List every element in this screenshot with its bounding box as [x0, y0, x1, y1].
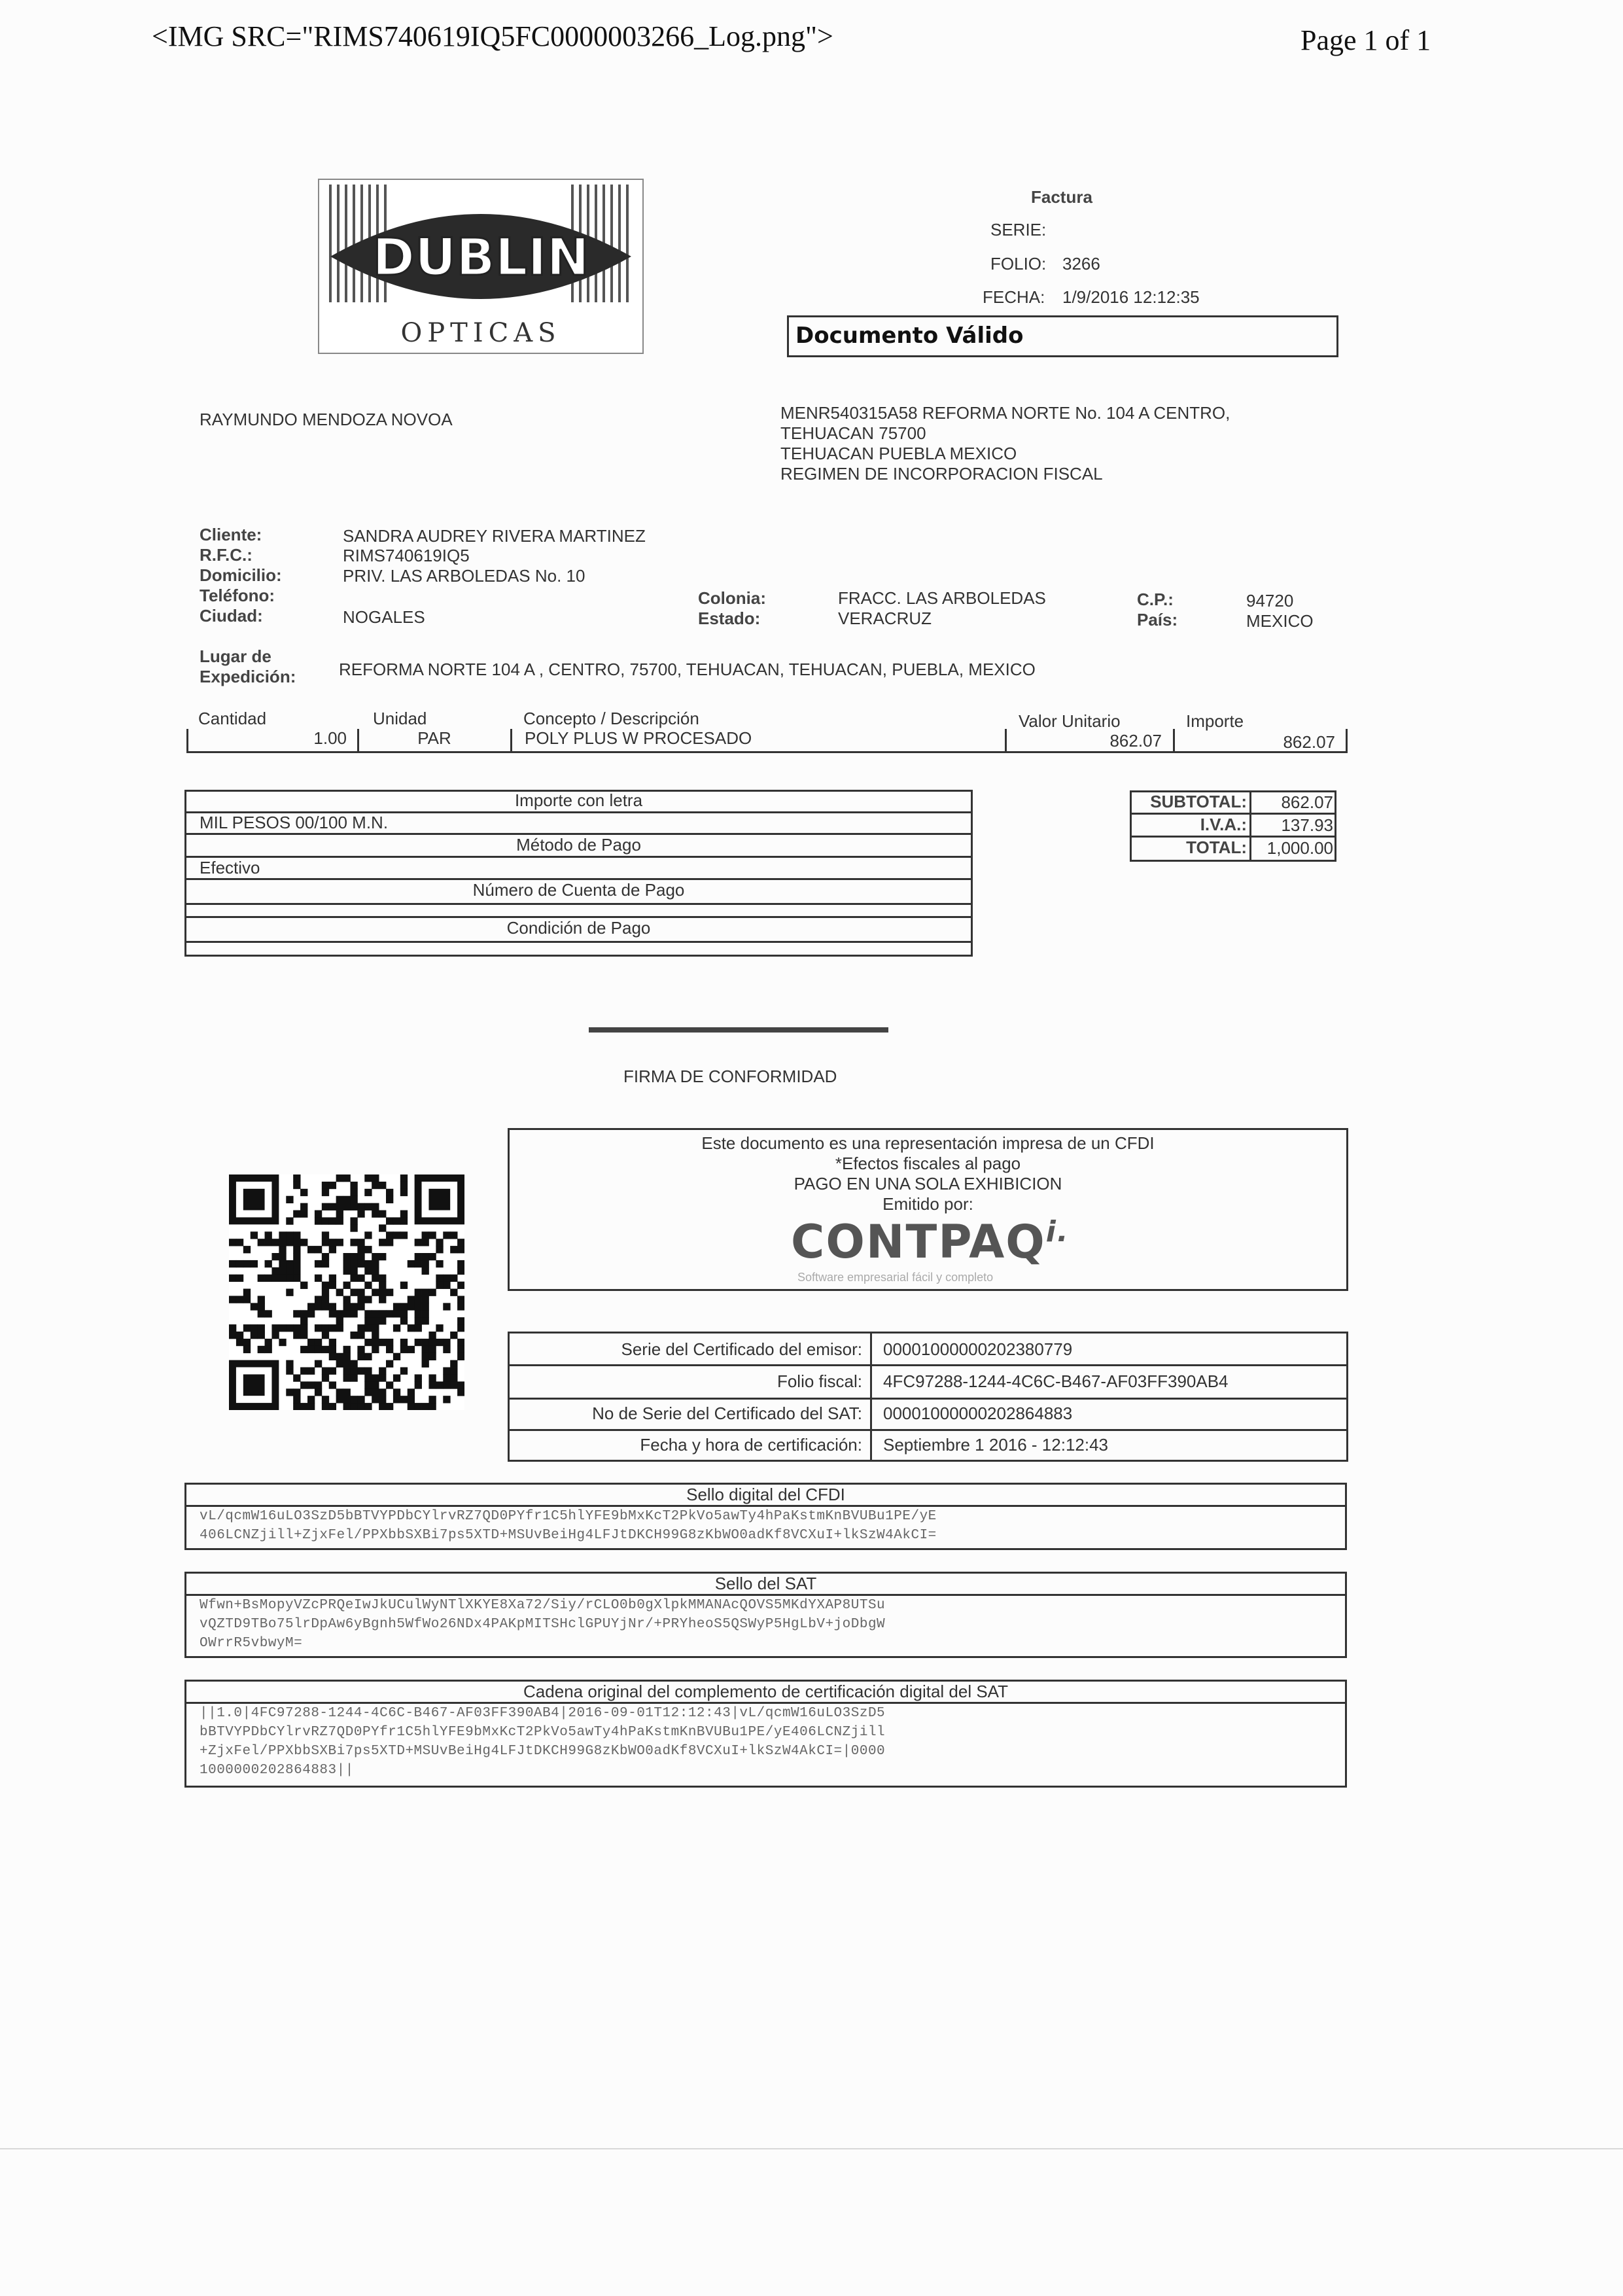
lugar-value: REFORMA NORTE 104 A , CENTRO, 75700, TEHUACAN, TEHUACAN, PUEBLA, MEXICO	[339, 660, 1036, 679]
contpaq-tagline: Software empresarial fácil y completo	[797, 1271, 994, 1284]
domicilio-label: Domicilio:	[200, 565, 282, 585]
folio-label: FOLIO:	[990, 254, 1047, 274]
logo-word: DUBLIN	[372, 228, 589, 287]
status-box	[787, 315, 1338, 357]
items-divider	[1173, 729, 1175, 752]
print-image-source: <IMG SRC="RIMS740619IQ5FC0000003266_Log.png">	[152, 20, 833, 52]
cliente-label: Cliente:	[200, 525, 262, 544]
issuer-line: TEHUACAN 75700	[780, 423, 926, 443]
issuer-line: TEHUACAN PUEBLA MEXICO	[780, 444, 1017, 463]
rfc-label: R.F.C.:	[200, 545, 253, 565]
dublin-opticas-logo	[317, 178, 644, 355]
cert-divider	[870, 1332, 872, 1462]
cert-rule	[508, 1364, 1348, 1366]
total-value: 1,000.00	[1266, 838, 1333, 858]
telefono-label: Teléfono:	[200, 586, 275, 605]
iva-label: I.V.A.:	[1200, 815, 1247, 834]
estado-value: VERACRUZ	[838, 609, 932, 628]
cliente-value: SANDRA AUDREY RIVERA MARTINEZ	[343, 526, 646, 546]
cert-label: Fecha y hora de certificación:	[640, 1435, 862, 1455]
items-divider	[1005, 729, 1007, 752]
estado-label: Estado:	[698, 609, 761, 628]
row-concepto: POLY PLUS W PROCESADO	[525, 728, 752, 748]
document-type: Factura	[1031, 187, 1092, 207]
row-cantidad: 1.00	[313, 728, 347, 748]
cert-value: 00001000000202380779	[883, 1339, 1073, 1359]
pais-label: País:	[1137, 610, 1178, 629]
rfc-value: RIMS740619IQ5	[343, 546, 470, 565]
cert-label: Serie del Certificado del emisor:	[621, 1339, 862, 1359]
sello-cfdi-title: Sello digital del CFDI	[186, 1485, 1345, 1507]
cert-value: 4FC97288-1244-4C6C-B467-AF03FF390AB4	[883, 1371, 1229, 1391]
importe-letra-label: Importe con letra	[514, 790, 643, 810]
serie-label: SERIE:	[990, 220, 1047, 239]
ciudad-label: Ciudad:	[200, 606, 263, 626]
importe-letra-value: MIL PESOS 00/100 M.N.	[200, 813, 389, 832]
logo-sub: OPTICAS	[400, 318, 561, 348]
payment-rule	[184, 941, 973, 943]
scan-fold-line	[0, 2148, 1623, 2149]
cuenta-label: Número de Cuenta de Pago	[472, 880, 685, 900]
header-valor: Valor Unitario	[1019, 711, 1121, 731]
sello-cfdi-text: vL/qcmW16uLO3SzD5bBTVYPDbCYlrvRZ7QD0PYfr1C5hlYFE9bMxKcT2PkVo5awTy4hPaKstmKnBVUBu1PE/yE 406LCNZjill+ZjxFel/PPXbbSXBi7ps5XTD+MSUvBeiHg4LFJtDKCH99G8zKbWO0adKf8VCXuI+lkSzW4AkCI=	[200, 1509, 937, 1543]
items-divider	[510, 729, 512, 752]
metodo-label: Método de Pago	[516, 835, 641, 855]
cert-rule	[508, 1398, 1348, 1400]
header-cantidad: Cantidad	[198, 709, 267, 728]
total-label: TOTAL:	[1186, 838, 1247, 857]
header-concepto: Concepto / Descripción	[523, 709, 699, 728]
condicion-label: Condición de Pago	[506, 918, 651, 938]
items-divider	[1346, 729, 1348, 752]
sello-sat-title: Sello del SAT	[186, 1574, 1345, 1596]
subtotal-label: SUBTOTAL:	[1150, 792, 1247, 811]
pais-value: MEXICO	[1246, 611, 1314, 631]
payment-rule	[184, 903, 973, 905]
folio-value: 3266	[1062, 254, 1100, 274]
row-unidad: PAR	[417, 728, 451, 748]
cert-value: Septiembre 1 2016 - 12:12:43	[883, 1435, 1109, 1455]
cert-rule	[508, 1429, 1348, 1431]
sello-sat-box	[184, 1572, 1347, 1658]
signature-line	[589, 1027, 888, 1033]
totals-divider	[1249, 790, 1251, 862]
issuer-name: RAYMUNDO MENDOZA NOVOA	[200, 410, 453, 429]
cp-value: 94720	[1246, 591, 1294, 610]
signature-label: FIRMA DE CONFORMIDAD	[623, 1067, 837, 1086]
cert-value: 00001000000202864883	[883, 1404, 1073, 1423]
fecha-label: FECHA:	[983, 287, 1045, 307]
colonia-label: Colonia:	[698, 588, 766, 608]
status-text: Documento Válido	[795, 323, 1024, 349]
row-importe: 862.07	[1283, 732, 1335, 752]
row-valor: 862.07	[1109, 731, 1162, 751]
issuer-line: REGIMEN DE INCORPORACION FISCAL	[780, 464, 1103, 484]
subtotal-value: 862.07	[1281, 792, 1333, 812]
cert-label: No de Serie del Certificado del SAT:	[592, 1404, 862, 1423]
metodo-value: Efectivo	[200, 858, 260, 877]
cadena-box	[184, 1680, 1347, 1788]
fecha-value: 1/9/2016 12:12:35	[1062, 287, 1200, 307]
qr-code	[229, 1174, 464, 1410]
sello-sat-text: Wfwn+BsMopyVZcPRQeIwJkUCulWyNTlXKYE8Xa72/Siy/rCLO0b0gXlpkMMANAcQOVS5MKdYXAP8UTSu vQZTD9TBo75lrDpAw6yBgnh5WfWo26NDx4PAKpMITSHclGPUYjNr/+PRYheoS5QSWyP5HgLbV+joDbgW OWrrR5vbwyM=	[200, 1598, 886, 1651]
contpaq-logo: $CONTPAQ^{i.}$	[791, 1215, 1070, 1269]
lugar-label: Lugar de Expedición:	[200, 646, 296, 686]
cfdi-notice-box	[508, 1128, 1348, 1291]
page-indicator: Page 1 of 1	[1300, 24, 1431, 56]
ciudad-value: NOGALES	[343, 607, 425, 627]
cfdi-notice-text: Este documento es una representación impresa de un CFDI *Efectos fiscales al pago PAGO EN UNA SOLA EXHIBICION Emitido por:	[701, 1133, 1155, 1214]
cadena-text: ||1.0|4FC97288-1244-4C6C-B467-AF03FF390AB4|2016-09-01T12:12:43|vL/qcmW16uLO3SzD5 bBTVYPDbCYlrvRZ7QD0PYfr1C5hlYFE9bMxKcT2PkVo5awTy4hPaKstmKnBVUBu1PE/yE406LCNZjill +ZjxFel/PPXbbSXBi7ps5XTD+MSUvBeiHg4LFJtDKCH99G8zKbWO0adKf8VCXuI+lkSzW4AkCI=|0000 1000000202864883||	[200, 1706, 886, 1778]
cadena-title: Cadena original del complemento de certificación digital del SAT	[186, 1682, 1345, 1704]
sello-cfdi-box	[184, 1483, 1347, 1550]
issuer-address	[780, 403, 1230, 484]
domicilio-value: PRIV. LAS ARBOLEDAS No. 10	[343, 566, 585, 586]
payment-rule	[184, 856, 973, 858]
iva-value: 137.93	[1281, 815, 1333, 835]
colonia-value: FRACC. LAS ARBOLEDAS	[838, 588, 1046, 608]
header-importe: Importe	[1186, 711, 1244, 731]
header-unidad: Unidad	[373, 709, 427, 728]
cp-label: C.P.:	[1137, 590, 1174, 609]
issuer-line: MENR540315A58 REFORMA NORTE No. 104 A CENTRO,	[780, 403, 1230, 423]
cert-label: Folio fiscal:	[777, 1371, 862, 1391]
